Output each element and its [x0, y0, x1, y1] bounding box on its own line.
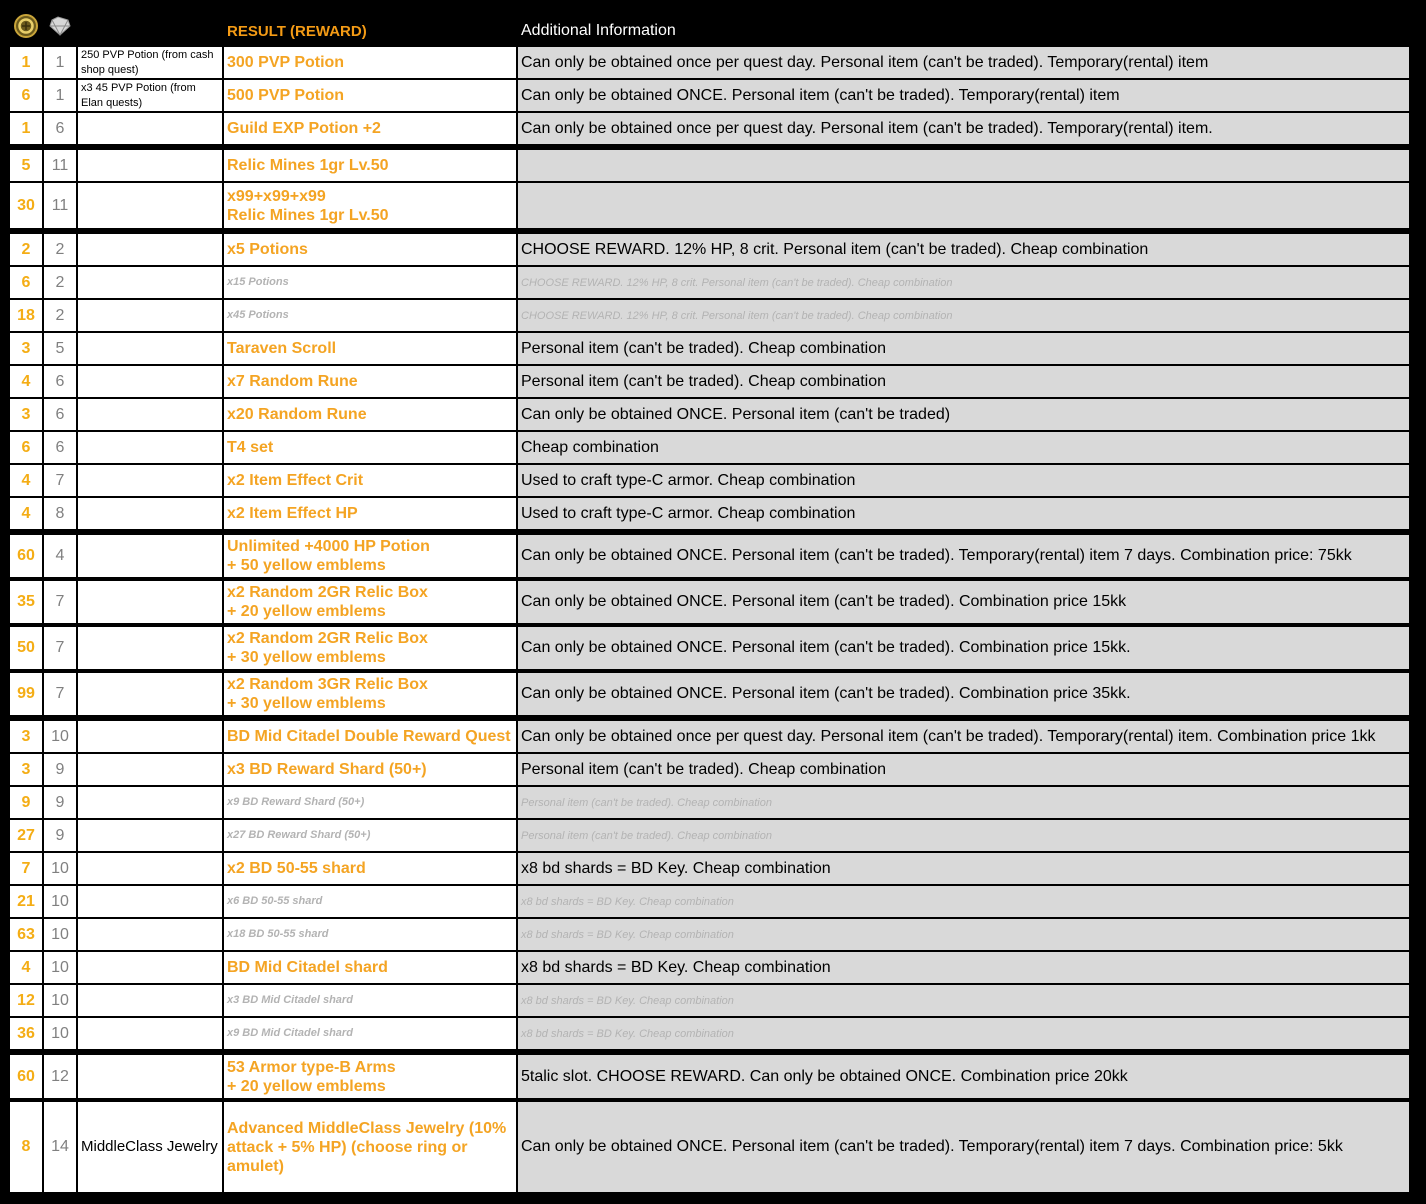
info-text: x8 bd shards = BD Key. Cheap combination [521, 958, 831, 976]
additional-info [518, 300, 1409, 331]
cost-value: 3 [10, 399, 42, 430]
cost-value: 50 [10, 627, 42, 669]
info-text: Personal item (can't be traded). Cheap combination [521, 339, 887, 357]
resource-count: 9 [44, 820, 76, 851]
resource-count: 8 [44, 498, 76, 529]
cost-value: 1 [10, 113, 42, 144]
reward-text: x3 BD Reward Shard (50+) [227, 761, 427, 778]
reward-name [224, 150, 516, 181]
reward-name [224, 1102, 516, 1192]
cost-value: 2 [10, 234, 42, 265]
reward-name [224, 1018, 516, 1049]
info-text: Can only be obtained ONCE. Personal item (can't be traded). Combination price 15kk [521, 593, 1127, 610]
resource-count: 10 [44, 952, 76, 983]
additional-info [518, 787, 1409, 818]
cost-value: 18 [10, 300, 42, 331]
cost-value: 60 [10, 1055, 42, 1098]
reward-text: x15 Potions [227, 276, 289, 288]
reward-name [224, 721, 516, 752]
reward-name [224, 498, 516, 529]
cost-value: 7 [10, 853, 42, 884]
resource-count: 10 [44, 919, 76, 950]
additional-info [518, 820, 1409, 851]
additional-info [518, 432, 1409, 463]
reward-text: x9 BD Mid Citadel shard [227, 1027, 353, 1039]
reward-text: BD Mid Citadel Double Reward Quest [227, 728, 511, 745]
reward-text: x2 Item Effect Crit [227, 472, 364, 489]
reward-name [224, 919, 516, 950]
reward-text: Guild EXP Potion +2 [227, 120, 381, 137]
reward-name [224, 465, 516, 496]
reward-name [224, 673, 516, 715]
reward-name [224, 80, 516, 111]
extra-resource [78, 952, 222, 983]
reward-name [224, 627, 516, 669]
additional-info [518, 535, 1409, 577]
reward-name [224, 535, 516, 577]
cost-value: 4 [10, 366, 42, 397]
info-text: Used to craft type-C armor. Cheap combination [521, 471, 856, 489]
reward-text: x99+x99+x99 Relic Mines 1gr Lv.50 [227, 187, 389, 224]
extra-resource [78, 366, 222, 397]
cost-value: 4 [10, 952, 42, 983]
additional-info [518, 47, 1409, 78]
cost-value: 4 [10, 465, 42, 496]
reward-text: 300 PVP Potion [227, 54, 345, 71]
additional-info [518, 581, 1409, 623]
info-text: Personal item (can't be traded). Cheap combination [521, 372, 887, 390]
cost-value: 60 [10, 535, 42, 577]
cost-value: 63 [10, 919, 42, 950]
info-text: Can only be obtained ONCE. Personal item (can't be traded) [521, 405, 951, 423]
cost-value: 3 [10, 754, 42, 785]
reward-text: 53 Armor type-B Arms + 20 yellow emblems [227, 1058, 396, 1095]
extra-resource [78, 150, 222, 181]
resource-count: 9 [44, 754, 76, 785]
reward-text: x2 Item Effect HP [227, 505, 358, 522]
cost-value: 30 [10, 183, 42, 228]
additional-info [518, 754, 1409, 785]
reward-text: Advanced MiddleClass Jewelry (10% attack + 5% HP) (choose ring or amulet) [227, 1119, 507, 1175]
cost-value: 36 [10, 1018, 42, 1049]
reward-text: Relic Mines 1gr Lv.50 [227, 157, 389, 174]
extra-resource [78, 581, 222, 623]
additional-info [518, 919, 1409, 950]
header-extra-resource: .+extra resource in combination [78, 10, 222, 42]
extra-resource [78, 721, 222, 752]
cost-value: 12 [10, 985, 42, 1016]
additional-info [518, 1055, 1409, 1098]
additional-info [518, 399, 1409, 430]
info-text: x8 bd shards = BD Key. Cheap combination [521, 895, 734, 908]
extra-resource [78, 673, 222, 715]
info-text: Personal item (can't be traded). Cheap combination [521, 829, 772, 842]
reward-text: x3 BD Mid Citadel shard [227, 994, 353, 1006]
reward-name [224, 985, 516, 1016]
header-additional-info: Additional Information [518, 10, 1409, 42]
resource-count: 11 [44, 183, 76, 228]
reward-name [224, 886, 516, 917]
reward-name [224, 300, 516, 331]
reward-text: x45 Potions [227, 309, 289, 321]
reward-text: x2 Random 2GR Relic Box + 30 yellow emblems [227, 630, 428, 666]
cost-value: 3 [10, 721, 42, 752]
additional-info [518, 80, 1409, 111]
resource-count: 6 [44, 366, 76, 397]
info-text: Cheap combination [521, 438, 659, 456]
cost-value: 6 [10, 432, 42, 463]
extra-resource [78, 432, 222, 463]
resource-count: 2 [44, 234, 76, 265]
extra-resource [78, 853, 222, 884]
extra-resource [78, 535, 222, 577]
resource-count: 10 [44, 1018, 76, 1049]
info-text: Personal item (can't be traded). Cheap combination [521, 796, 772, 809]
additional-info [518, 952, 1409, 983]
reward-text: BD Mid Citadel shard [227, 959, 388, 976]
reward-text: 500 PVP Potion [227, 87, 345, 104]
extra-resource [78, 886, 222, 917]
additional-info [518, 465, 1409, 496]
gold-emblem-icon [10, 10, 42, 42]
reward-name [224, 113, 516, 144]
additional-info [518, 1018, 1409, 1049]
reward-name [224, 432, 516, 463]
additional-info [518, 673, 1409, 715]
info-text: x8 bd shards = BD Key. Cheap combination [521, 994, 734, 1007]
resource-count: 5 [44, 333, 76, 364]
info-text: Used to craft type-C armor. Cheap combination [521, 504, 856, 522]
resource-count: 6 [44, 399, 76, 430]
reward-text: x2 BD 50-55 shard [227, 860, 366, 877]
extra-resource [78, 1055, 222, 1098]
resource-count: 10 [44, 886, 76, 917]
extra-resource [78, 234, 222, 265]
reward-text: x6 BD 50-55 shard [227, 895, 323, 907]
additional-info [518, 886, 1409, 917]
additional-info [518, 333, 1409, 364]
extra-resource [78, 113, 222, 144]
extra-resource [78, 498, 222, 529]
extra-resource [78, 985, 222, 1016]
extra-resource [78, 183, 222, 228]
resource-count: 9 [44, 787, 76, 818]
reward-name [224, 47, 516, 78]
reward-text: x27 BD Reward Shard (50+) [227, 829, 371, 841]
cost-value: 99 [10, 673, 42, 715]
resource-count: 2 [44, 300, 76, 331]
info-text: x8 bd shards = BD Key. Cheap combination [521, 859, 831, 877]
info-text: x8 bd shards = BD Key. Cheap combination [521, 1027, 734, 1040]
reward-name [224, 267, 516, 298]
reward-text: x7 Random Rune [227, 373, 358, 390]
header-result: RESULT (REWARD) [224, 10, 516, 42]
resource-count: 1 [44, 47, 76, 78]
cost-value: 6 [10, 267, 42, 298]
reward-name [224, 787, 516, 818]
cost-value: 5 [10, 150, 42, 181]
additional-info [518, 721, 1409, 752]
resource-count: 2 [44, 267, 76, 298]
info-text: Can only be obtained ONCE. Personal item (can't be traded). Temporary(rental) item 7 days. Combination price: 75kk [521, 547, 1352, 564]
extra-resource [78, 465, 222, 496]
info-text: Can only be obtained once per quest day. Personal item (can't be traded). Temporary(rental) item. [521, 119, 1213, 137]
info-text: CHOOSE REWARD. 12% HP, 8 crit. Personal item (can't be traded). Cheap combination [521, 276, 953, 289]
reward-name [224, 399, 516, 430]
additional-info [518, 1102, 1409, 1192]
additional-info [518, 853, 1409, 884]
info-text: CHOOSE REWARD. 12% HP, 8 crit. Personal item (can't be traded). Cheap combination [521, 240, 1149, 258]
info-text: CHOOSE REWARD. 12% HP, 8 crit. Personal item (can't be traded). Cheap combination [521, 309, 953, 322]
info-text: Can only be obtained ONCE. Personal item (can't be traded). Temporary(rental) item 7 days. Combination price: 5kk [521, 1138, 1343, 1155]
resource-count: 12 [44, 1055, 76, 1098]
extra-resource [78, 754, 222, 785]
gem-icon [44, 10, 76, 42]
additional-info [518, 113, 1409, 144]
resource-count: 7 [44, 627, 76, 669]
reward-name [224, 952, 516, 983]
resource-count: 11 [44, 150, 76, 181]
reward-text: x18 BD 50-55 shard [227, 928, 329, 940]
extra-resource: MiddleClass Jewelry [78, 1102, 222, 1192]
reward-name [224, 366, 516, 397]
reward-name [224, 234, 516, 265]
cost-value: 27 [10, 820, 42, 851]
reward-text: x2 Random 2GR Relic Box + 20 yellow emblems [227, 584, 428, 620]
info-text: Personal item (can't be traded). Cheap combination [521, 760, 887, 778]
additional-info [518, 234, 1409, 265]
resource-count: 4 [44, 535, 76, 577]
reward-name [224, 333, 516, 364]
reward-text: Taraven Scroll [227, 340, 337, 357]
resource-count: 1 [44, 80, 76, 111]
cost-value: 6 [10, 80, 42, 111]
info-text: 5talic slot. CHOOSE REWARD. Can only be obtained ONCE. Combination price 20kk [521, 1067, 1128, 1085]
info-text: x8 bd shards = BD Key. Cheap combination [521, 928, 734, 941]
info-text: Can only be obtained ONCE. Personal item (can't be traded). Combination price 15kk. [521, 639, 1131, 656]
reward-name [224, 853, 516, 884]
extra-resource [78, 1018, 222, 1049]
extra-resource: x3 45 PVP Potion (from Elan quests) [78, 80, 222, 111]
cost-value: 3 [10, 333, 42, 364]
resource-count: 7 [44, 581, 76, 623]
extra-resource [78, 820, 222, 851]
additional-info [518, 627, 1409, 669]
resource-count: 6 [44, 432, 76, 463]
reward-name [224, 1055, 516, 1098]
resource-count: 10 [44, 853, 76, 884]
reward-text: Unlimited +4000 HP Potion + 50 yellow emblems [227, 538, 430, 574]
additional-info [518, 366, 1409, 397]
reward-name [224, 581, 516, 623]
info-text: Can only be obtained ONCE. Personal item (can't be traded). Temporary(rental) item [521, 86, 1120, 104]
info-text: Can only be obtained once per quest day. Personal item (can't be traded). Temporary(rental) item. Combination price 1kk [521, 727, 1376, 745]
resource-count: 6 [44, 113, 76, 144]
additional-info [518, 267, 1409, 298]
additional-info [518, 183, 1409, 228]
additional-info [518, 150, 1409, 181]
cost-value: 21 [10, 886, 42, 917]
extra-resource [78, 787, 222, 818]
reward-text: x5 Potions [227, 241, 308, 258]
cost-value: 9 [10, 787, 42, 818]
info-text: Can only be obtained once per quest day. Personal item (can't be traded). Temporary(rental) item [521, 53, 1209, 71]
cost-value: 4 [10, 498, 42, 529]
reward-name [224, 820, 516, 851]
additional-info [518, 985, 1409, 1016]
additional-info [518, 498, 1409, 529]
resource-count: 10 [44, 721, 76, 752]
extra-resource [78, 333, 222, 364]
reward-text: x2 Random 3GR Relic Box + 30 yellow emblems [227, 676, 428, 712]
extra-resource: 250 PVP Potion (from cash shop quest) [78, 47, 222, 78]
extra-resource [78, 300, 222, 331]
extra-resource [78, 399, 222, 430]
cost-value: 35 [10, 581, 42, 623]
reward-text: x20 Random Rune [227, 406, 367, 423]
resource-count: 14 [44, 1102, 76, 1192]
info-text: Can only be obtained ONCE. Personal item (can't be traded). Combination price 35kk. [521, 685, 1131, 702]
reward-text: T4 set [227, 439, 274, 456]
resource-count: 10 [44, 985, 76, 1016]
extra-resource [78, 267, 222, 298]
cost-value: 8 [10, 1102, 42, 1192]
extra-resource [78, 919, 222, 950]
extra-resource [78, 627, 222, 669]
resource-count: 7 [44, 465, 76, 496]
cost-value: 1 [10, 47, 42, 78]
resource-count: 7 [44, 673, 76, 715]
reward-text: x9 BD Reward Shard (50+) [227, 796, 365, 808]
reward-name [224, 183, 516, 228]
reward-name [224, 754, 516, 785]
